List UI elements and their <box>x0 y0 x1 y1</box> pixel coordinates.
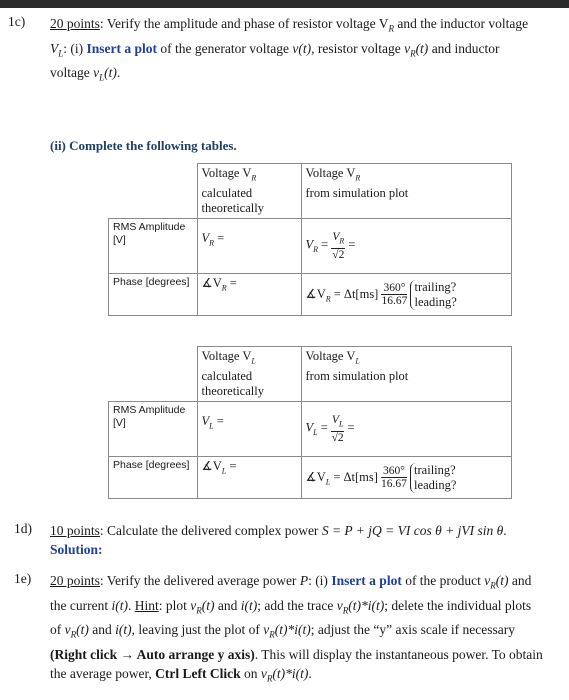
cell-phase-calculated-vr[interactable]: $∡V_R$ = <box>197 274 301 316</box>
points-1d: 10 points <box>50 523 100 538</box>
top-border <box>0 0 569 8</box>
question-number-1e: 1e) <box>14 571 32 586</box>
cell-phase-simulation-vr[interactable]: $∡V_R = \Delta t[ms]$ $\frac{360^\circ}{16.67}$ trailing? leading? <box>301 274 512 316</box>
question-1c-text: 20 points: Verify the amplitude and phase of resistor voltage $V_R$ and the inductor voltage $V_L$: (i) Insert a plot of the generator voltage v(t), resistor voltage $v_R(t)$ and inductor voltage $v_L(t)$. <box>50 16 529 84</box>
question-1d-text: 10 points: Calculate the delivered complex power S = P + jQ = VI cos θ + jVI sin θ. Solution: <box>50 523 507 557</box>
col-header-calculated-vr: Voltage $V_R$ calculated theoretically <box>197 164 301 219</box>
row-label-phase-vl: Phase [degrees] <box>109 457 198 499</box>
cell-rms-simulation-vl[interactable]: $V_L$ = $\frac{V_L}{√2}$ = <box>301 402 512 457</box>
tables-heading: (ii) Complete the following tables. <box>50 138 237 153</box>
col-header-simulation-vr: Voltage $V_R$ from simulation plot <box>301 164 512 219</box>
table-resistor-voltage <box>108 163 512 316</box>
row-label-rms-vr: RMS Amplitude [V] <box>109 219 198 274</box>
row-label-phase-vr: Phase [degrees] <box>109 274 198 316</box>
question-number-1d: 1d) <box>14 521 32 536</box>
table-inductor-voltage <box>108 346 512 499</box>
cell-rms-calculated-vl[interactable]: $V_L$ = <box>197 402 301 457</box>
col-header-calculated-vl: Voltage $V_L$ calculated theoretically <box>197 347 301 402</box>
question-number-1c: 1c) <box>8 14 26 29</box>
cell-rms-simulation-vr[interactable]: $V_R$ = $\frac{V_R}{√2}$ = <box>301 219 512 274</box>
row-label-rms-vl: RMS Amplitude [V] <box>109 402 198 457</box>
question-1e-text: 20 points: Verify the delivered average power P: (i) Insert a plot of the product $v_R(t)$ and the current i(t). Hint: plot $v_R(t)$ and i(t); add the trace $v_R(t)*i(t)$; delete the individual plots of $v_R(t)$ and i(t), leaving just the plot of $v_R(t)*i(t)$; adjust the “y” axis scale if necessary (Right click → Auto arrange y axis). This will display the instantaneous power. To obtain the average power, Ctrl Left Click on $v_R(t)*i(t)$. <box>50 573 543 684</box>
hint-label: Hint <box>134 597 159 613</box>
complex-power-formula: S = P + jQ = VI cos θ + jVI sin θ <box>321 523 504 538</box>
cell-phase-calculated-vl[interactable]: $∡V_L$ = <box>197 457 301 499</box>
points-1c: 20 points <box>50 16 100 31</box>
points-1e: 20 points <box>50 573 100 588</box>
solution-label: Solution: <box>50 542 103 557</box>
cell-rms-calculated-vr[interactable]: $V_R$ = <box>197 219 301 274</box>
col-header-simulation-vl: Voltage $V_L$ from simulation plot <box>301 347 512 402</box>
cell-phase-simulation-vl[interactable]: $∡V_L = \Delta t[ms]$ $\frac{360^\circ}{16.67}$ trailing? leading? <box>301 457 512 499</box>
